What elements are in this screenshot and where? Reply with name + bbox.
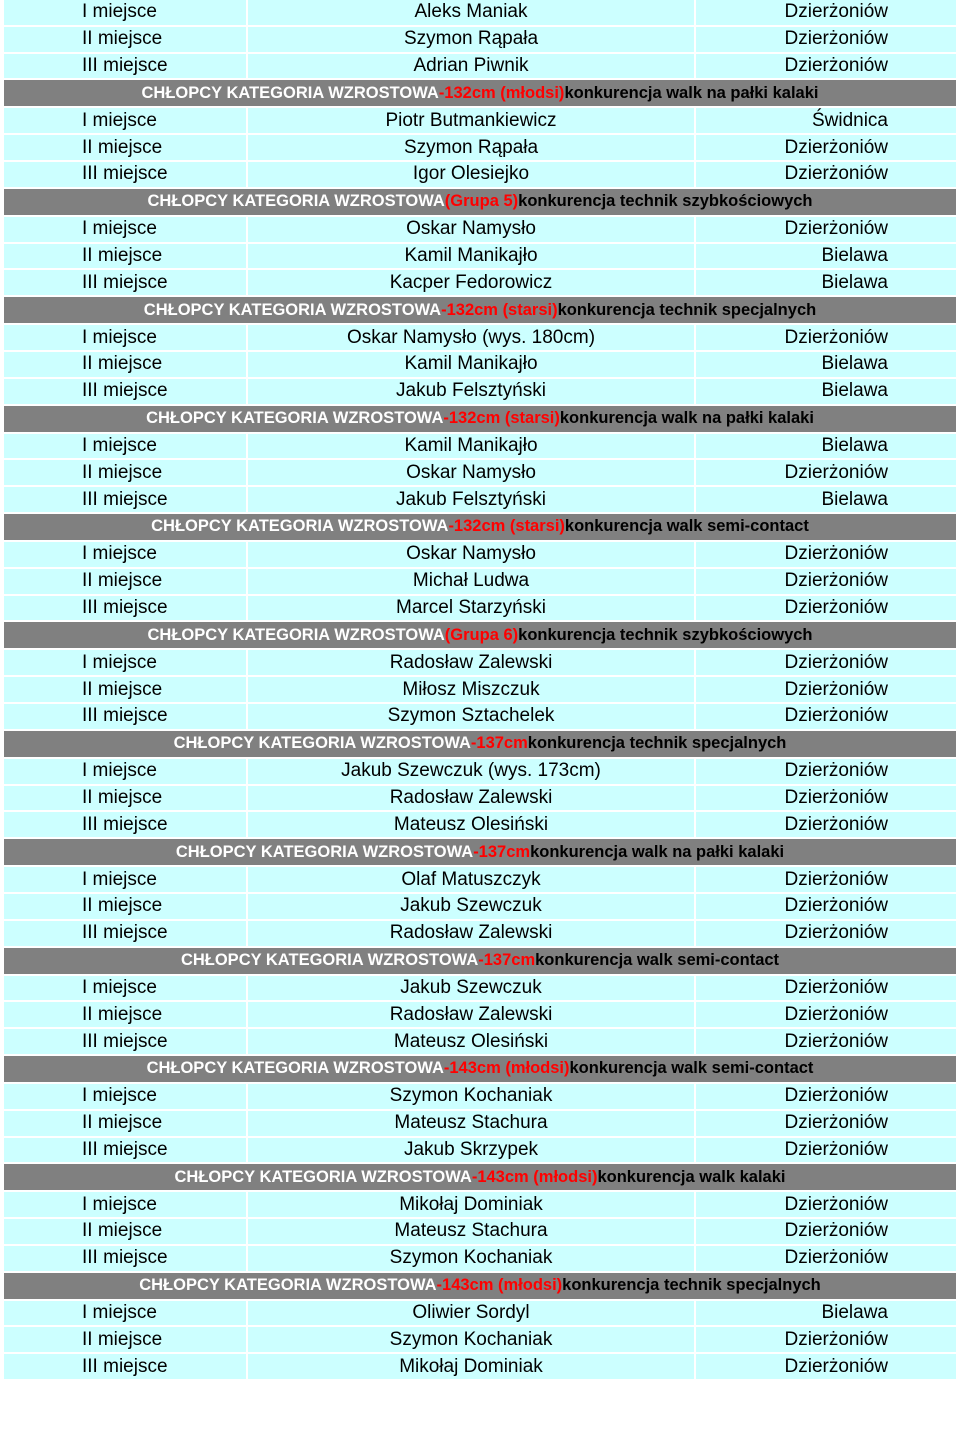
category-competition: konkurencja walk semi-contact — [535, 951, 780, 970]
result-row — [4, 1192, 956, 1219]
category-prefix: CHŁOPCY KATEGORIA WZROSTOWA — [151, 517, 449, 536]
city-cell: Dzierżoniów — [784, 1193, 888, 1215]
name-cell: Miłosz Miszczuk — [248, 677, 696, 702]
city-cell: Dzierżoniów — [784, 705, 888, 727]
name-cell: Jakub Felsztyński — [248, 487, 696, 512]
place-cell: I miejsce — [4, 434, 248, 459]
place-cell: I miejsce — [4, 542, 248, 567]
category-header — [4, 406, 956, 434]
name-cell: Radosław Zalewski — [248, 650, 696, 675]
city-cell: Bielawa — [821, 434, 888, 456]
place-cell: III miejsce — [4, 1029, 248, 1054]
city-cell: Bielawa — [821, 353, 888, 375]
category-prefix: CHŁOPCY KATEGORIA WZROSTOWA — [147, 625, 445, 644]
result-row — [4, 487, 956, 514]
category-competition: konkurencja walk semi-contact — [569, 1059, 814, 1078]
place-cell: III miejsce — [4, 487, 248, 512]
place-cell: III miejsce — [4, 54, 248, 79]
result-row — [4, 1327, 956, 1354]
city-cell: Dzierżoniów — [784, 976, 888, 998]
place-cell: I miejsce — [4, 1192, 248, 1217]
name-cell: Oskar Namysło (wys. 180cm) — [248, 325, 696, 350]
name-cell: Kamil Manikajło — [248, 352, 696, 377]
place-cell: I miejsce — [4, 217, 248, 242]
place-cell: III miejsce — [4, 812, 248, 837]
category-header — [4, 1056, 956, 1084]
name-cell: Piotr Butmankiewicz — [248, 108, 696, 133]
category-competition: konkurencja walk na pałki kalaki — [564, 83, 819, 102]
result-row — [4, 1246, 956, 1273]
city-cell: Dzierżoniów — [784, 54, 888, 76]
category-prefix: CHŁOPCY KATEGORIA WZROSTOWA — [175, 842, 474, 861]
category-competition: konkurencja walk na pałki kalaki — [559, 409, 814, 428]
city-cell: Bielawa — [821, 244, 888, 266]
result-row — [4, 135, 956, 162]
result-row — [4, 270, 956, 297]
result-row — [4, 325, 956, 352]
result-row — [4, 54, 956, 81]
category-highlight: -143cm (młodsi) — [471, 1167, 598, 1186]
city-cell: Dzierżoniów — [784, 326, 888, 348]
category-prefix: CHŁOPCY KATEGORIA WZROSTOWA — [180, 951, 479, 970]
name-cell: Olaf Matuszczyk — [248, 867, 696, 892]
name-cell: Mikołaj Dominiak — [248, 1192, 696, 1217]
name-cell: Oliwier Sordyl — [248, 1301, 696, 1326]
place-cell: III miejsce — [4, 162, 248, 187]
result-row — [4, 1111, 956, 1138]
result-row — [4, 27, 956, 54]
result-row — [4, 108, 956, 135]
result-row — [4, 596, 956, 623]
city-cell: Dzierżoniów — [784, 163, 888, 185]
name-cell: Mikołaj Dominiak — [248, 1354, 696, 1379]
place-cell: III miejsce — [4, 596, 248, 621]
category-block — [4, 1164, 956, 1272]
result-row — [4, 1354, 956, 1381]
name-cell: Aleks Maniak — [248, 0, 696, 25]
place-cell: III miejsce — [4, 379, 248, 404]
place-cell: III miejsce — [4, 921, 248, 946]
category-prefix: CHŁOPCY KATEGORIA WZROSTOWA — [139, 1276, 437, 1295]
name-cell: Radosław Zalewski — [248, 786, 696, 811]
city-cell: Bielawa — [821, 380, 888, 402]
place-cell: II miejsce — [4, 1327, 248, 1352]
city-cell: Dzierżoniów — [784, 1003, 888, 1025]
result-row — [4, 812, 956, 839]
city-cell: Dzierżoniów — [784, 596, 888, 618]
city-cell: Dzierżoniów — [784, 868, 888, 890]
name-cell: Szymon Kochaniak — [248, 1246, 696, 1271]
category-prefix: CHŁOPCY KATEGORIA WZROSTOWA — [146, 409, 444, 428]
name-cell: Mateusz Olesiński — [248, 812, 696, 837]
category-highlight: -132cm (młodsi) — [438, 83, 565, 102]
result-row — [4, 542, 956, 569]
name-cell: Szymon Kochaniak — [248, 1084, 696, 1109]
city-cell: Dzierżoniów — [784, 813, 888, 835]
category-block — [4, 80, 956, 188]
result-row — [4, 434, 956, 461]
result-row — [4, 379, 956, 406]
place-cell: I miejsce — [4, 1301, 248, 1326]
name-cell: Michał Ludwa — [248, 569, 696, 594]
category-block — [4, 1056, 956, 1164]
category-prefix: CHŁOPCY KATEGORIA WZROSTOWA — [173, 734, 471, 753]
city-cell: Dzierżoniów — [784, 570, 888, 592]
category-highlight: -137cm — [478, 951, 536, 970]
name-cell: Mateusz Stachura — [248, 1111, 696, 1136]
place-cell: II miejsce — [4, 460, 248, 485]
category-competition: konkurencja technik specjalnych — [557, 300, 817, 319]
category-block — [4, 514, 956, 622]
category-highlight: -132cm (starsi) — [441, 300, 558, 319]
result-row — [4, 162, 956, 189]
name-cell: Mateusz Olesiński — [248, 1029, 696, 1054]
place-cell: I miejsce — [4, 759, 248, 784]
category-prefix: CHŁOPCY KATEGORIA WZROSTOWA — [146, 1059, 444, 1078]
result-row — [4, 1002, 956, 1029]
place-cell: III miejsce — [4, 1354, 248, 1379]
category-header — [4, 297, 956, 325]
place-cell: I miejsce — [4, 325, 248, 350]
place-cell: I miejsce — [4, 0, 248, 25]
city-cell: Dzierżoniów — [784, 895, 888, 917]
category-block — [4, 406, 956, 514]
place-cell: II miejsce — [4, 352, 248, 377]
place-cell: II miejsce — [4, 786, 248, 811]
place-cell: II miejsce — [4, 1111, 248, 1136]
city-cell: Dzierżoniów — [784, 1, 888, 23]
name-cell: Radosław Zalewski — [248, 921, 696, 946]
place-cell: II miejsce — [4, 1219, 248, 1244]
category-block — [4, 0, 956, 80]
result-row — [4, 1029, 956, 1056]
city-cell: Dzierżoniów — [784, 28, 888, 50]
category-header — [4, 622, 956, 650]
result-row — [4, 1219, 956, 1246]
place-cell: I miejsce — [4, 867, 248, 892]
category-prefix: CHŁOPCY KATEGORIA WZROSTOWA — [143, 300, 442, 319]
result-row — [4, 976, 956, 1003]
category-competition: konkurencja walk semi-contact — [564, 517, 809, 536]
name-cell: Radosław Zalewski — [248, 1002, 696, 1027]
category-competition: konkurencja technik specjalnych — [527, 734, 787, 753]
category-prefix: CHŁOPCY KATEGORIA WZROSTOWA — [141, 83, 439, 102]
name-cell: Igor Olesiejko — [248, 162, 696, 187]
category-prefix: CHŁOPCY KATEGORIA WZROSTOWA — [174, 1167, 472, 1186]
name-cell: Jakub Szewczuk — [248, 894, 696, 919]
city-cell: Dzierżoniów — [784, 1355, 888, 1377]
result-row — [4, 569, 956, 596]
city-cell: Dzierżoniów — [784, 922, 888, 944]
place-cell: II miejsce — [4, 569, 248, 594]
place-cell: III miejsce — [4, 270, 248, 295]
city-cell: Dzierżoniów — [784, 651, 888, 673]
place-cell: III miejsce — [4, 704, 248, 729]
city-cell: Dzierżoniów — [784, 218, 888, 240]
result-row — [4, 894, 956, 921]
result-row — [4, 921, 956, 948]
result-row — [4, 217, 956, 244]
name-cell: Szymon Rąpała — [248, 135, 696, 160]
result-row — [4, 352, 956, 379]
city-cell: Dzierżoniów — [784, 1328, 888, 1350]
city-cell: Bielawa — [821, 271, 888, 293]
name-cell: Adrian Piwnik — [248, 54, 696, 79]
city-cell: Dzierżoniów — [784, 1112, 888, 1134]
results-table — [4, 0, 956, 1381]
category-block — [4, 297, 956, 405]
result-row — [4, 1301, 956, 1328]
category-highlight: (Grupa 5) — [444, 192, 519, 211]
city-cell: Dzierżoniów — [784, 678, 888, 700]
result-row — [4, 460, 956, 487]
place-cell: III miejsce — [4, 1246, 248, 1271]
city-cell: Dzierżoniów — [784, 1085, 888, 1107]
category-header — [4, 80, 956, 108]
place-cell: I miejsce — [4, 1084, 248, 1109]
place-cell: I miejsce — [4, 650, 248, 675]
result-row — [4, 677, 956, 704]
place-cell: I miejsce — [4, 976, 248, 1001]
category-highlight: -143cm (młodsi) — [443, 1059, 570, 1078]
category-highlight: -143cm (młodsi) — [436, 1276, 563, 1295]
category-block — [4, 1273, 956, 1381]
category-competition: konkurencja walk kalaki — [597, 1167, 786, 1186]
city-cell: Dzierżoniów — [784, 1030, 888, 1052]
name-cell: Oskar Namysło — [248, 542, 696, 567]
result-row — [4, 786, 956, 813]
name-cell: Kamil Manikajło — [248, 434, 696, 459]
category-block — [4, 189, 956, 297]
category-block — [4, 948, 956, 1056]
category-header — [4, 1273, 956, 1301]
category-header — [4, 948, 956, 976]
name-cell: Kamil Manikajło — [248, 244, 696, 269]
name-cell: Jakub Szewczuk (wys. 173cm) — [248, 759, 696, 784]
place-cell: II miejsce — [4, 1002, 248, 1027]
name-cell: Oskar Namysło — [248, 460, 696, 485]
category-competition: konkurencja walk na pałki kalaki — [530, 842, 785, 861]
city-cell: Dzierżoniów — [784, 1220, 888, 1242]
place-cell: I miejsce — [4, 108, 248, 133]
city-cell: Dzierżoniów — [784, 760, 888, 782]
place-cell: II miejsce — [4, 27, 248, 52]
city-cell: Dzierżoniów — [784, 1138, 888, 1160]
category-header — [4, 731, 956, 759]
category-highlight: -132cm (starsi) — [448, 517, 565, 536]
place-cell: III miejsce — [4, 1138, 248, 1163]
category-highlight: -132cm (starsi) — [443, 409, 560, 428]
category-block — [4, 839, 956, 947]
category-competition: konkurencja technik szybkościowych — [518, 192, 813, 211]
place-cell: II miejsce — [4, 244, 248, 269]
place-cell: II miejsce — [4, 894, 248, 919]
category-highlight: -137cm — [470, 734, 528, 753]
city-cell: Dzierżoniów — [784, 543, 888, 565]
name-cell: Szymon Kochaniak — [248, 1327, 696, 1352]
result-row — [4, 1138, 956, 1165]
result-row — [4, 1084, 956, 1111]
place-cell: II miejsce — [4, 135, 248, 160]
category-competition: konkurencja technik specjalnych — [562, 1276, 821, 1295]
name-cell: Jakub Felsztyński — [248, 379, 696, 404]
name-cell: Oskar Namysło — [248, 217, 696, 242]
name-cell: Mateusz Stachura — [248, 1219, 696, 1244]
name-cell: Kacper Fedorowicz — [248, 270, 696, 295]
name-cell: Marcel Starzyński — [248, 596, 696, 621]
result-row — [4, 244, 956, 271]
city-cell: Bielawa — [821, 1302, 888, 1324]
name-cell: Szymon Rąpała — [248, 27, 696, 52]
name-cell: Szymon Sztachelek — [248, 704, 696, 729]
result-row — [4, 759, 956, 786]
category-prefix: CHŁOPCY KATEGORIA WZROSTOWA — [147, 192, 445, 211]
category-competition: konkurencja technik szybkościowych — [518, 625, 813, 644]
category-header — [4, 1164, 956, 1192]
category-block — [4, 622, 956, 730]
city-cell: Dzierżoniów — [784, 786, 888, 808]
category-block — [4, 731, 956, 839]
city-cell: Świdnica — [811, 109, 888, 131]
city-cell: Dzierżoniów — [784, 461, 888, 483]
category-header — [4, 189, 956, 217]
category-highlight: (Grupa 6) — [444, 625, 519, 644]
result-row — [4, 704, 956, 731]
name-cell: Jakub Szewczuk — [248, 976, 696, 1001]
place-cell: II miejsce — [4, 677, 248, 702]
result-row — [4, 867, 956, 894]
result-row — [4, 0, 956, 27]
city-cell: Dzierżoniów — [784, 136, 888, 158]
category-header — [4, 839, 956, 867]
result-row — [4, 650, 956, 677]
name-cell: Jakub Skrzypek — [248, 1138, 696, 1163]
category-highlight: -137cm — [473, 842, 531, 861]
city-cell: Bielawa — [821, 488, 888, 510]
city-cell: Dzierżoniów — [784, 1247, 888, 1269]
category-header — [4, 514, 956, 542]
